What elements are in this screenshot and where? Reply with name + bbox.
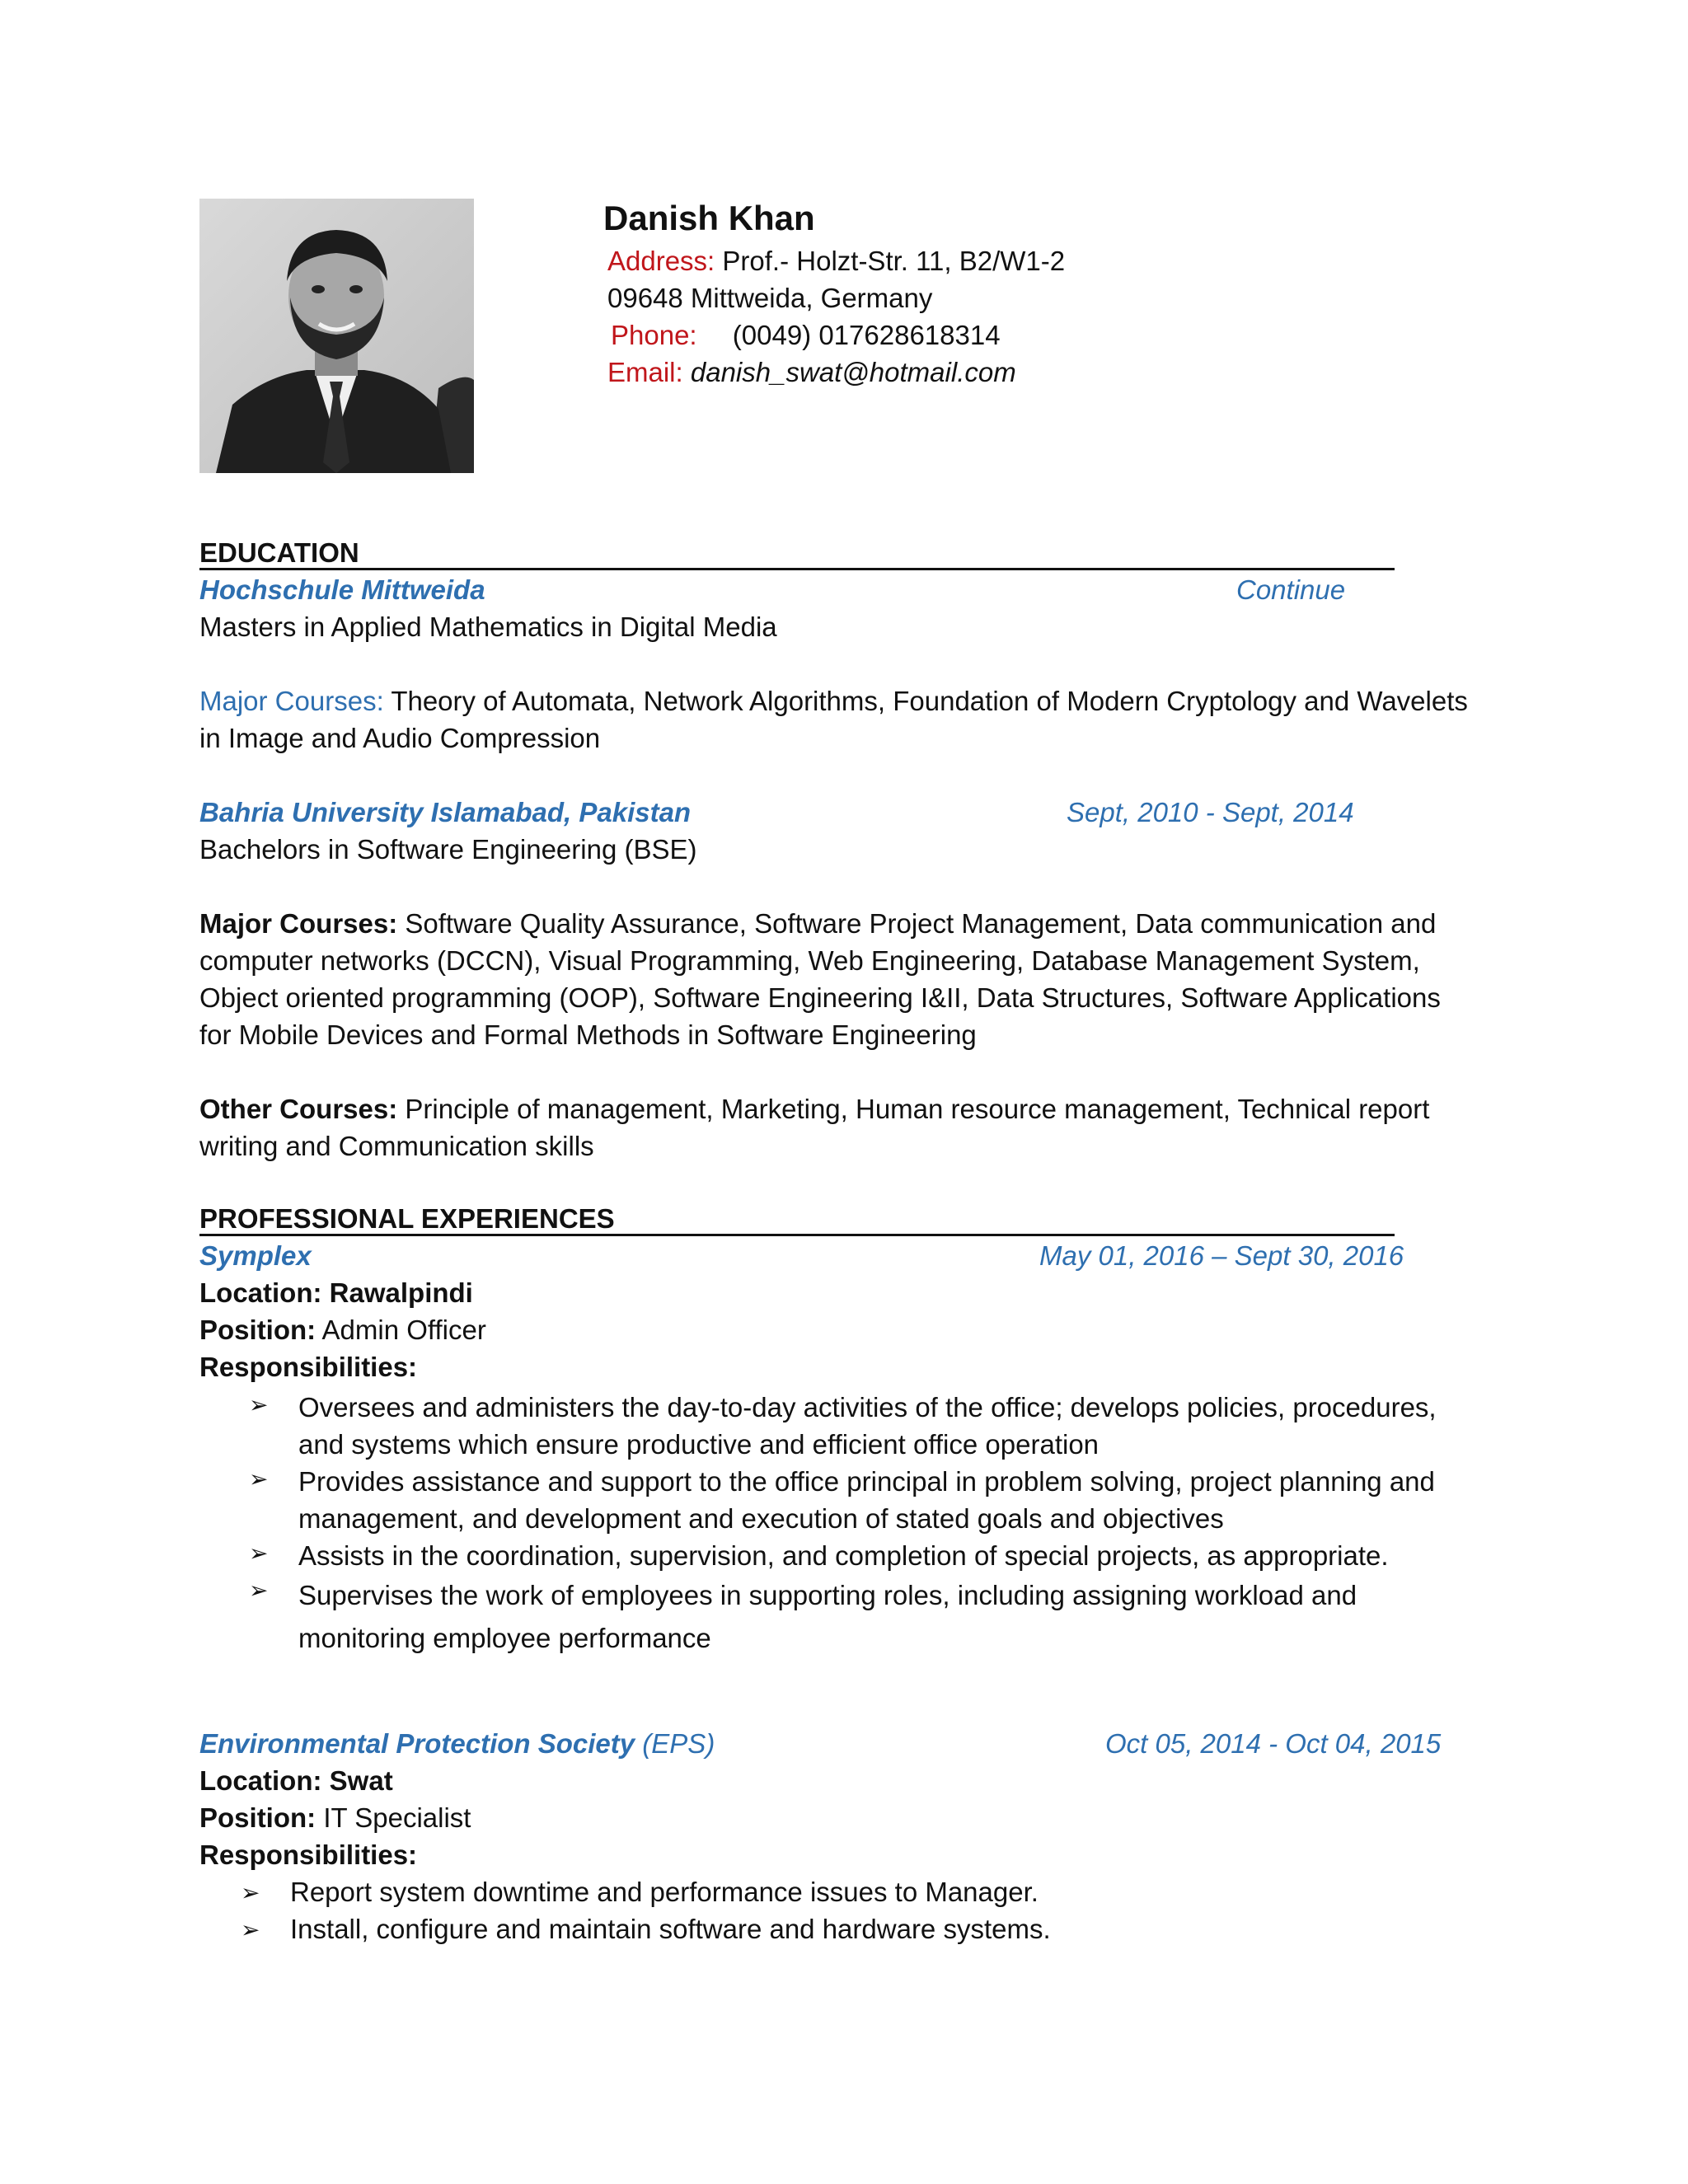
edu-institution-1: Hochschule Mittweida <box>199 574 485 605</box>
edu-degree-1: Masters in Applied Mathematics in Digital Media <box>199 612 777 642</box>
job-responsibilities-label-2: Responsibilities: <box>199 1840 418 1870</box>
edu-date-1: Continue <box>1236 574 1346 605</box>
portrait-image <box>199 199 474 473</box>
phone-row <box>611 320 1001 351</box>
edu-courses-1 <box>199 682 1485 757</box>
bullet-arrow-icon: ➢ <box>249 1466 269 1492</box>
phone-value: (0049) 017628618314 <box>732 320 1001 350</box>
list-item: Supervises the work of employees in supporting roles, including assigning workload and monitoring employee performance <box>298 1580 1357 1653</box>
address-line-2: 09648 Mittweida, Germany <box>607 283 933 313</box>
job-date-1: May 01, 2016 – Sept 30, 2016 <box>1039 1240 1404 1271</box>
edu-courses-label-1: Major Courses: <box>199 686 384 716</box>
address-value: Prof.- Holzt-Str. 11, B2/W1-2 <box>722 246 1066 276</box>
email-row <box>607 357 1016 388</box>
edu-degree-2: Bachelors in Software Engineering (BSE) <box>199 834 697 865</box>
list-item: Provides assistance and support to the office principal in problem solving, project planning and management, and development and execution of stated goals and objectives <box>298 1466 1435 1534</box>
phone-label: Phone: <box>611 320 697 350</box>
job-date-2: Oct 05, 2014 - Oct 04, 2015 <box>1105 1728 1442 1759</box>
bullet-arrow-icon: ➢ <box>249 1540 269 1566</box>
job-location-2 <box>199 1765 393 1797</box>
edu-other-label: Other Courses: <box>199 1094 398 1124</box>
education-heading: EDUCATION <box>199 537 359 568</box>
edu-courses-2 <box>199 905 1473 1053</box>
list-item: Install, configure and maintain software and hardware systems. <box>290 1914 1051 1944</box>
location-label: Location: <box>199 1277 322 1308</box>
company-name: Environmental Protection Society <box>199 1728 635 1759</box>
position-value: Admin Officer <box>321 1315 486 1345</box>
position-label: Position: <box>199 1802 316 1833</box>
edu-courses-text-1: Theory of Automata, Network Algorithms, Foundation of Modern Cryptology and Wavelets in Image and Audio Compression <box>199 686 1468 753</box>
bullet-arrow-icon: ➢ <box>249 1392 269 1418</box>
location-value: Swat <box>329 1765 393 1796</box>
candidate-name: Danish Khan <box>603 199 815 237</box>
experience-rule <box>199 1234 1395 1236</box>
job-position-1 <box>199 1315 486 1346</box>
email-value: danish_swat@hotmail.com <box>690 357 1016 387</box>
address-line-1 <box>607 246 1065 277</box>
company-suffix: (EPS) <box>642 1728 715 1759</box>
job-company-1: Symplex <box>199 1240 312 1271</box>
edu-courses-text-2: Software Quality Assurance, Software Project Management, Data communication and computer networks (DCCN), Visual Programming, Web Engineering, Database Management System, Object oriented programming (OOP), Software Engineering I&II, Data Structures, Software Applications for Mobile Devices and Formal Methods in Software Engineering <box>199 908 1441 1050</box>
list-item: Oversees and administers the day-to-day activities of the office; develops policies, procedures, and systems which ensure productive and efficient office operation <box>298 1392 1437 1460</box>
edu-courses-label-2: Major Courses: <box>199 908 398 939</box>
list-item: Assists in the coordination, supervision, and completion of special projects, as appropriate. <box>298 1540 1389 1571</box>
education-rule <box>199 568 1395 570</box>
list-item: Report system downtime and performance issues to Manager. <box>290 1877 1039 1907</box>
bullet-arrow-icon: ➢ <box>241 1917 260 1943</box>
bullet-arrow-icon: ➢ <box>249 1577 269 1603</box>
job-company-2 <box>199 1728 715 1760</box>
position-label: Position: <box>199 1315 316 1345</box>
profile-photo <box>199 199 474 473</box>
job-responsibilities-label-1: Responsibilities: <box>199 1352 418 1382</box>
edu-other-courses <box>199 1090 1473 1165</box>
edu-date-2: Sept, 2010 - Sept, 2014 <box>1067 797 1354 827</box>
job-position-2 <box>199 1802 471 1834</box>
location-value: Rawalpindi <box>329 1277 473 1308</box>
job-location-1 <box>199 1277 473 1309</box>
edu-other-text: Principle of management, Marketing, Human resource management, Technical report writing and Communication skills <box>199 1094 1430 1161</box>
edu-institution-2: Bahria University Islamabad, Pakistan <box>199 797 692 827</box>
location-label: Location: <box>199 1765 322 1796</box>
position-value: IT Specialist <box>323 1802 471 1833</box>
bullet-arrow-icon: ➢ <box>241 1880 260 1905</box>
address-label: Address: <box>607 246 715 276</box>
experience-heading: PROFESSIONAL EXPERIENCES <box>199 1203 615 1234</box>
email-label: Email: <box>607 357 683 387</box>
